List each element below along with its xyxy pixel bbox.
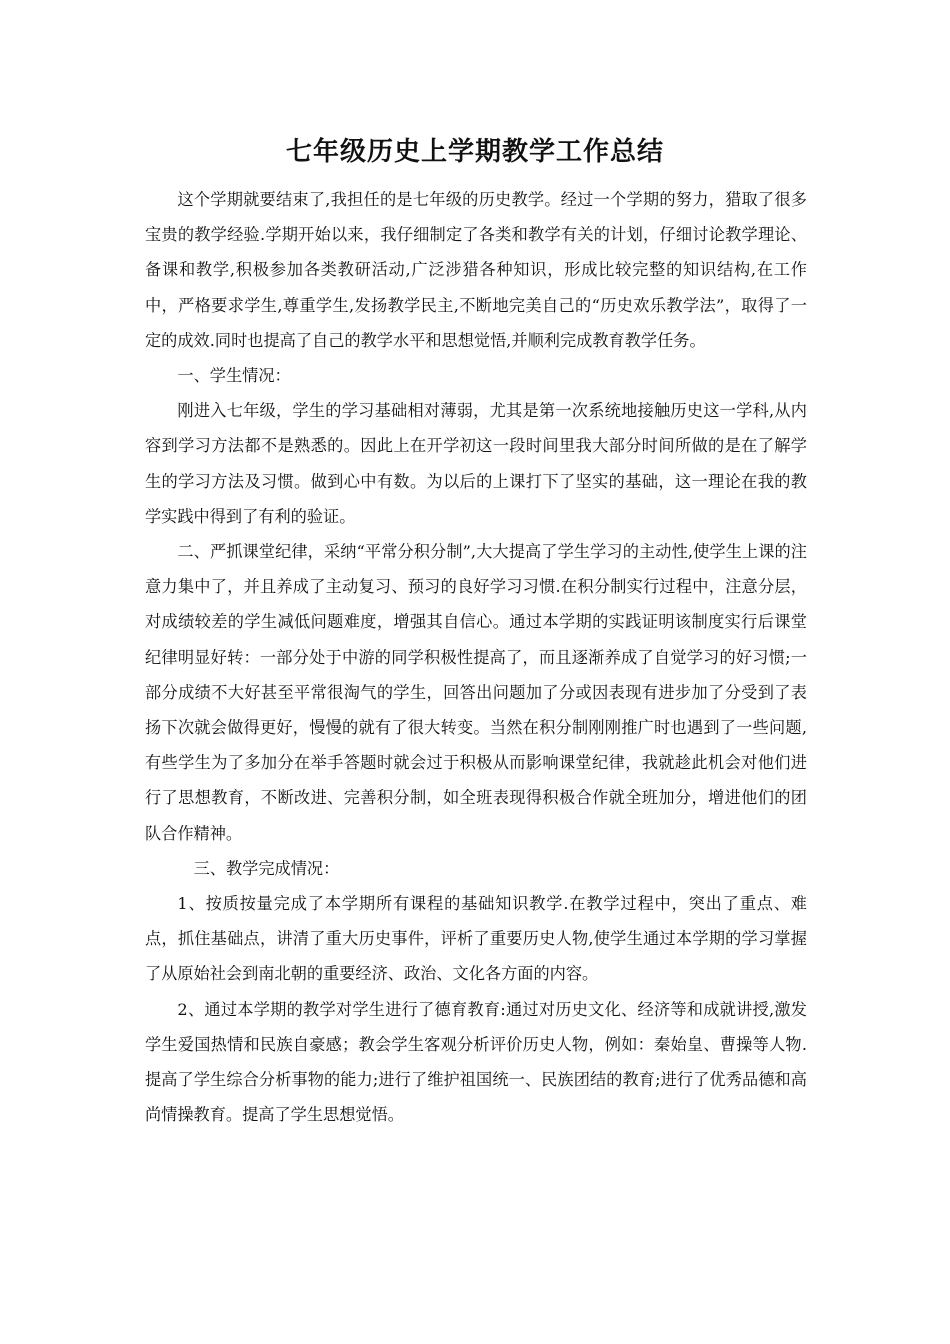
item1-paragraph: 1、按质按量完成了本学期所有课程的基础知识教学.在教学过程中，突出了重点、难点，抓住基础点，讲清了重大历史事件，评析了重要历史人物,使学生通过本学期的学习掌握了从原始社会到南北朝的重要经济、政治、文化各方面的内容。 (145, 894, 807, 984)
section1-heading: 一、学生情况： (177, 366, 291, 386)
section2-paragraph: 二、严抓课堂纪律，采纳“平常分积分制”,大大提高了学生学习的主动性,使学生上课的注意力集中了，并且养成了主动复习、预习的良好学习习惯.在积分制实行过程中，注意分层，对成绩较差的学生减低问题难度，增强其自信心。通过本学期的实践证明该制度实行后课堂纪律明显好转：一部分处于中游的同学积极性提高了，而且逐渐养成了自觉学习的好习惯;一部分成绩不大好甚至平常很淘气的学生，回答出问题加了分或因表现有进步加了分受到了表扬下次就会做得更好，慢慢的就有了很大转变。当然在积分制刚刚推广时也遇到了一些问题,有些学生为了多加分在举手答题时就会过于积极从而影响课堂纪律，我就趁此机会对他们进行了思想教育，不断改进、完善积分制，如全班表现得积极合作就全班加分，增进他们的团队合作精神。 (145, 542, 807, 843)
document-body (145, 182, 807, 1132)
intro-paragraph: 这个学期就要结束了,我担任的是七年级的历史教学。经过一个学期的努力，猎取了很多宝贵的教学经验.学期开始以来，我仔细制定了各类和教学有关的计划，仔细讨论教学理论、备课和教学,积极参加各类教研活动,广泛涉猎各种知识，形成比较完整的知识结构,在工作中，严格要求学生,尊重学生,发扬教学民主,不断地完美自己的“历史欢乐教学法”，取得了一定的成效.同时也提高了自己的教学水平和思想觉悟,并顺利完成教育教学任务。 (145, 190, 807, 350)
document-title: 七年级历史上学期教学工作总结 (285, 137, 664, 167)
item2-paragraph: 2、通过本学期的教学对学生进行了德育教育:通过对历史文化、经济等和成就讲授,激发学生爱国热情和民族自豪感；教会学生客观分析评价历史人物，例如：秦始皇、曹操等人物.提高了学生综合分析事物的能力;进行了维护祖国统一、民族团结的教育;进行了优秀品德和高尚情操教育。提高了学生思想觉悟。 (145, 999, 807, 1125)
section3-heading: 三、教学完成情况： (193, 858, 340, 878)
section1-paragraph: 刚进入七年级，学生的学习基础相对薄弱，尤其是第一次系统地接触历史这一学科,从内容到学习方法都不是熟悉的。因此上在开学初这一段时间里我大部分时间所做的是在了解学生的学习方法及习惯。做到心中有数。为以后的上课打下了坚实的基础，这一理论在我的教学实践中得到了有利的验证。 (145, 401, 807, 526)
